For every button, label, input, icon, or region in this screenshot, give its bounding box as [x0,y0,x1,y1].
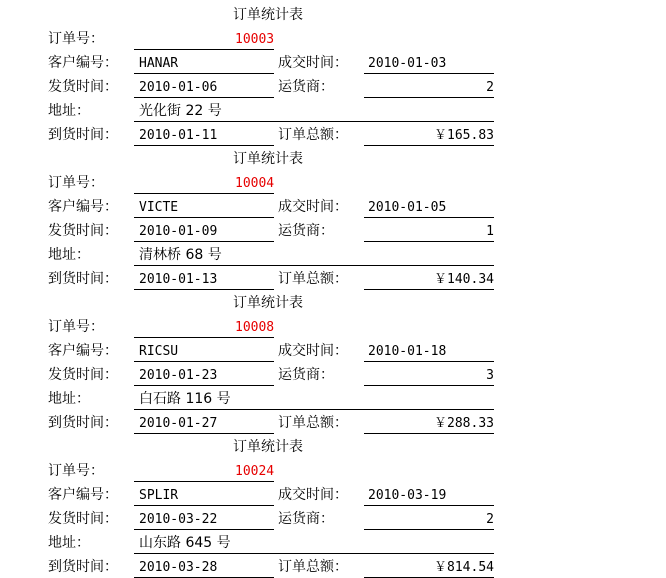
order-total-label: 订单总额： [278,127,348,143]
address-label: 地址： [48,391,90,407]
ship-time-label: 发货时间： [48,511,118,527]
carrier-underline [364,97,494,98]
order-number-label: 订单号： [48,463,104,479]
customer-number-label: 客户编号： [48,199,118,215]
order-number-label: 订单号： [48,31,104,47]
customer-number-label: 客户编号： [48,343,118,359]
carrier-underline [364,529,494,530]
customer-number-value: SPLIR [139,488,179,503]
deal-time-value: 2010-01-05 [368,200,447,215]
order-record [0,0,666,144]
ship-time-label: 发货时间： [48,79,118,95]
deal-time-label: 成交时间： [278,343,348,359]
deal-time-underline [364,73,494,74]
report-title: 订单统计表 [233,151,303,167]
order-number-underline [134,481,274,482]
arrive-time-label: 到货时间： [48,415,118,431]
ship-time-label: 发货时间： [48,223,118,239]
customer-number-value: HANAR [139,56,179,71]
address-label: 地址： [48,247,90,263]
arrive-time-label: 到货时间： [48,559,118,575]
customer-number-underline [134,505,274,506]
order-record [0,288,666,432]
address-underline [134,409,494,410]
report-title: 订单统计表 [233,7,303,23]
arrive-time-label: 到货时间： [48,271,118,287]
order-number-underline [134,337,274,338]
report-title: 订单统计表 [233,295,303,311]
carrier-value: 2 [486,80,494,95]
carrier-label: 运货商： [278,367,334,383]
customer-number-value: RICSU [139,344,179,359]
order-number-value: 10008 [235,320,275,335]
carrier-label: 运货商： [278,511,334,527]
order-total-label: 订单总额： [278,559,348,575]
deal-time-label: 成交时间： [278,199,348,215]
arrive-time-value: 2010-01-13 [139,272,218,287]
order-total-label: 订单总额： [278,415,348,431]
carrier-value: 3 [486,368,494,383]
ship-time-underline [134,241,274,242]
deal-time-underline [364,505,494,506]
carrier-value: 2 [486,512,494,527]
ship-time-underline [134,385,274,386]
arrive-time-value: 2010-01-11 [139,128,218,143]
order-record [0,144,666,288]
order-number-underline [134,49,274,50]
order-total-value: ￥140.34 [434,272,494,287]
order-record [0,432,666,576]
address-value: 光化街 22 号 [139,103,222,119]
deal-time-value: 2010-01-03 [368,56,447,71]
order-total-value: ￥814.54 [434,560,494,575]
order-total-label: 订单总额： [278,271,348,287]
ship-time-value: 2010-03-22 [139,512,218,527]
customer-number-underline [134,73,274,74]
address-underline [134,265,494,266]
carrier-underline [364,241,494,242]
address-underline [134,553,494,554]
carrier-label: 运货商： [278,79,334,95]
customer-number-label: 客户编号： [48,487,118,503]
ship-time-label: 发货时间： [48,367,118,383]
ship-time-value: 2010-01-06 [139,80,218,95]
customer-number-value: VICTE [139,200,179,215]
ship-time-value: 2010-01-09 [139,224,218,239]
report-title: 订单统计表 [233,439,303,455]
order-number-label: 订单号： [48,319,104,335]
deal-time-label: 成交时间： [278,55,348,71]
ship-time-underline [134,97,274,98]
carrier-underline [364,385,494,386]
deal-time-underline [364,361,494,362]
deal-time-value: 2010-03-19 [368,488,447,503]
order-total-value: ￥288.33 [434,416,494,431]
carrier-label: 运货商： [278,223,334,239]
deal-time-label: 成交时间： [278,487,348,503]
address-label: 地址： [48,535,90,551]
order-number-value: 10003 [235,32,275,47]
address-label: 地址： [48,103,90,119]
address-value: 白石路 116 号 [139,391,231,407]
arrive-time-label: 到货时间： [48,127,118,143]
arrive-time-value: 2010-01-27 [139,416,218,431]
deal-time-underline [364,217,494,218]
order-total-value: ￥165.83 [434,128,494,143]
carrier-value: 1 [486,224,494,239]
customer-number-underline [134,361,274,362]
address-value: 清林桥 68 号 [139,247,222,263]
customer-number-label: 客户编号： [48,55,118,71]
customer-number-underline [134,217,274,218]
deal-time-value: 2010-01-18 [368,344,447,359]
order-number-label: 订单号： [48,175,104,191]
order-number-underline [134,193,274,194]
arrive-time-value: 2010-03-28 [139,560,218,575]
address-value: 山东路 645 号 [139,535,231,551]
order-number-value: 10024 [235,464,275,479]
ship-time-value: 2010-01-23 [139,368,218,383]
ship-time-underline [134,529,274,530]
order-number-value: 10004 [235,176,275,191]
address-underline [134,121,494,122]
